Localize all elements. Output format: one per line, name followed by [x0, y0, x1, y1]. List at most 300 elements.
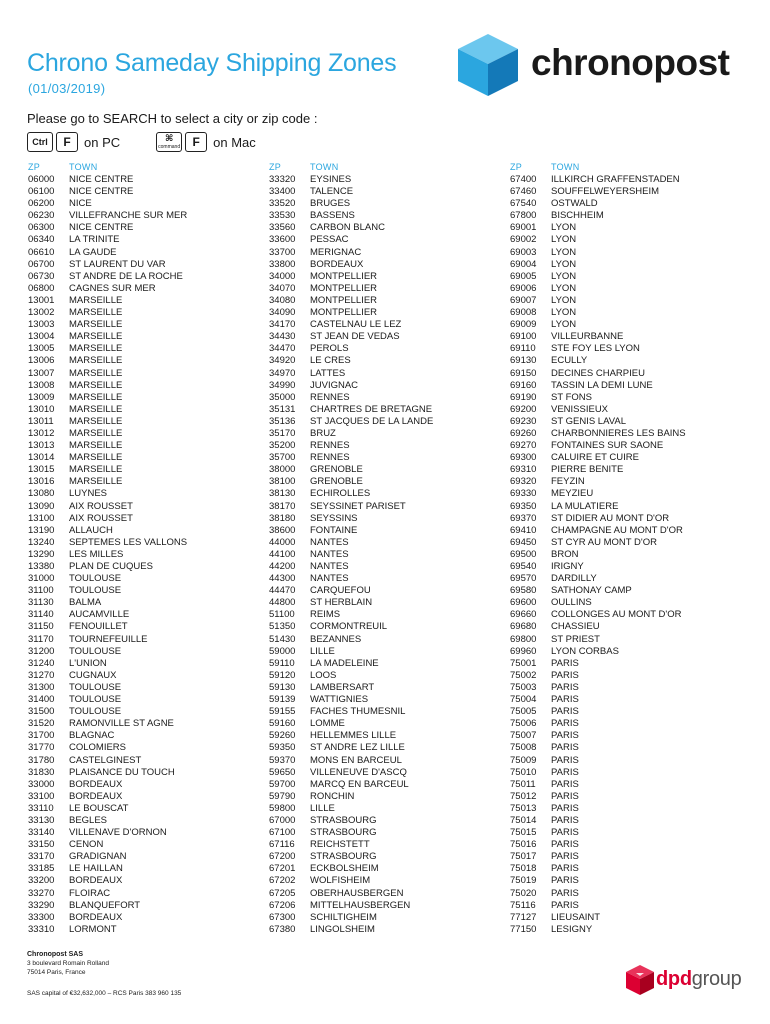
zone-row — [510, 368, 750, 380]
town-name: BALMA — [69, 597, 102, 609]
town-name: ST GENIS LAVAL — [551, 415, 626, 427]
zone-row — [510, 247, 750, 259]
zone-column-3 — [510, 162, 750, 936]
town-name: LYON — [551, 246, 577, 258]
town-name: TOURNEFEUILLE — [69, 633, 148, 645]
town-name: GRADIGNAN — [69, 851, 127, 863]
zp-header: ZP — [510, 162, 523, 172]
zone-row — [510, 355, 750, 367]
zone-row — [28, 827, 268, 839]
zip-code: 69540 — [510, 561, 537, 572]
address-line-1: 3 boulevard Romain Rolland — [27, 960, 110, 967]
town-name: NANTES — [310, 548, 349, 560]
town-name: MONTPELLIER — [310, 307, 378, 319]
zone-row — [269, 319, 509, 331]
zip-code: 51350 — [269, 621, 296, 633]
town-name: NICE CENTRE — [69, 222, 134, 234]
zip-code: 06300 — [28, 222, 55, 234]
zip-code: 59155 — [269, 706, 296, 718]
town-name: LOOS — [310, 669, 337, 681]
zone-row — [28, 609, 268, 621]
zip-code: 38130 — [269, 488, 296, 500]
zip-code: 75015 — [510, 827, 537, 839]
zone-row — [28, 488, 268, 500]
town-name: BORDEAUX — [69, 778, 123, 790]
town-name: CUGNAUX — [69, 669, 117, 681]
zone-row — [269, 609, 509, 621]
footer — [27, 950, 181, 998]
zip-code: 59650 — [269, 766, 296, 778]
zone-row — [510, 767, 750, 779]
town-name: LOMME — [310, 718, 345, 730]
zone-row — [510, 234, 750, 246]
zip-code: 13080 — [28, 488, 55, 500]
town-name: COLLONGES AU MONT D'OR — [551, 609, 682, 621]
town-name: PARIS — [551, 694, 579, 706]
zip-code: 75011 — [510, 778, 536, 790]
zone-row — [510, 706, 750, 718]
town-name: MARSEILLE — [69, 452, 123, 464]
zip-code: 69600 — [510, 597, 537, 609]
pc-label: on PC — [84, 134, 121, 150]
town-name: MARSEILLE — [69, 476, 123, 488]
zone-row — [269, 730, 509, 742]
zone-row — [269, 404, 509, 416]
zip-code: 35136 — [269, 415, 296, 427]
zone-row — [269, 537, 509, 549]
zip-code: 69580 — [510, 585, 537, 597]
town-name: LA GAUDE — [69, 246, 117, 258]
zip-code: 33150 — [28, 839, 55, 851]
zip-code: 67100 — [269, 827, 296, 839]
zone-row — [510, 597, 750, 609]
town-name: PARIS — [551, 802, 579, 814]
chronopost-logo[interactable] — [455, 32, 755, 100]
town-name: WOLFISHEIM — [310, 875, 371, 887]
town-name: VILLENEUVE D'ASCQ — [310, 766, 407, 778]
zip-code: 59000 — [269, 645, 296, 657]
zip-code: 34170 — [269, 319, 296, 331]
zone-row — [28, 247, 268, 259]
legal-capital: SAS capital of €32,632,000 – RCS Paris 383 960 135 — [27, 990, 182, 997]
zone-row — [510, 501, 750, 513]
town-name: REICHSTETT — [310, 839, 370, 851]
town-name: RONCHIN — [310, 790, 355, 802]
town-name: REIMS — [310, 609, 341, 621]
zip-code: 67201 — [269, 863, 296, 875]
town-name: MERIGNAC — [310, 246, 362, 258]
town-name: PARIS — [551, 899, 579, 911]
zip-code: 69570 — [510, 573, 537, 585]
zone-row — [269, 875, 509, 887]
zip-code: 31240 — [28, 657, 55, 669]
town-header: TOWN — [69, 162, 98, 172]
town-name: LA MULATIERE — [551, 500, 619, 512]
zone-row — [510, 198, 750, 210]
town-name: PARIS — [551, 851, 579, 863]
zone-row — [269, 791, 509, 803]
zone-row — [28, 573, 268, 585]
town-name: CARQUEFOU — [310, 585, 371, 597]
town-name: PARIS — [551, 863, 579, 875]
town-name: MARSEILLE — [69, 294, 123, 306]
zip-code: 67205 — [269, 887, 296, 899]
town-name: LYON — [551, 222, 577, 234]
town-name: LILLE — [310, 645, 335, 657]
town-name: PARIS — [551, 887, 579, 899]
zip-code: 13100 — [28, 512, 55, 524]
town-name: L'UNION — [69, 657, 107, 669]
zone-list — [28, 174, 268, 936]
town-name: AIX ROUSSET — [69, 512, 133, 524]
zone-row — [28, 271, 268, 283]
zone-row — [28, 646, 268, 658]
ctrl-key-icon: Ctrl — [27, 132, 53, 152]
zone-row — [510, 755, 750, 767]
zip-code: 69680 — [510, 621, 537, 633]
keyboard-shortcut-hint — [27, 131, 270, 153]
zip-code: 69190 — [510, 391, 537, 403]
zip-code: 06230 — [28, 210, 55, 222]
zone-row — [269, 585, 509, 597]
town-name: CASTELNAU LE LEZ — [310, 319, 402, 331]
town-name: PARIS — [551, 657, 579, 669]
chronopost-wordmark: chronopost — [531, 42, 730, 83]
town-name: NANTES — [310, 573, 349, 585]
town-name: ST LAURENT DU VAR — [69, 258, 166, 270]
zip-code: 33170 — [28, 851, 55, 863]
town-name: GRENOBLE — [310, 476, 363, 488]
town-name: LE HAILLAN — [69, 863, 123, 875]
zone-row — [269, 779, 509, 791]
zone-row — [28, 755, 268, 767]
town-header: TOWN — [551, 162, 580, 172]
zone-row — [510, 888, 750, 900]
zip-code: 06340 — [28, 234, 55, 246]
zip-code: 75012 — [510, 790, 537, 802]
zip-code: 34430 — [269, 331, 296, 343]
zone-row — [510, 791, 750, 803]
zone-row — [269, 573, 509, 585]
town-name: LIEUSAINT — [551, 911, 601, 923]
zip-code: 34990 — [269, 379, 296, 391]
zip-code: 59110 — [269, 657, 295, 669]
zone-row — [28, 283, 268, 295]
town-name: ECHIROLLES — [310, 488, 371, 500]
zone-row — [28, 380, 268, 392]
zip-code: 75014 — [510, 814, 537, 826]
town-name: MARSEILLE — [69, 319, 123, 331]
column-header — [510, 162, 750, 174]
zone-row — [269, 924, 509, 936]
zip-code: 69100 — [510, 331, 537, 343]
zip-code: 75116 — [510, 899, 536, 911]
zone-row — [510, 222, 750, 234]
zip-code: 34970 — [269, 367, 296, 379]
zone-row — [28, 682, 268, 694]
zip-code: 69006 — [510, 282, 537, 294]
zip-code: 06100 — [28, 186, 55, 198]
zone-row — [28, 803, 268, 815]
zip-code: 13010 — [28, 403, 55, 415]
town-name: LAMBERSART — [310, 681, 375, 693]
town-name: CALUIRE ET CUIRE — [551, 452, 639, 464]
zone-row — [269, 247, 509, 259]
zip-code: 31200 — [28, 645, 55, 657]
town-name: PEROLS — [310, 343, 349, 355]
zip-code: 69230 — [510, 415, 537, 427]
zip-code: 51430 — [269, 633, 296, 645]
town-name: MARSEILLE — [69, 343, 123, 355]
zip-code: 69003 — [510, 246, 537, 258]
zip-code: 69320 — [510, 476, 537, 488]
zip-code: 75005 — [510, 706, 537, 718]
town-name: SEPTEMES LES VALLONS — [69, 536, 188, 548]
zone-row — [510, 476, 750, 488]
zip-code: 67800 — [510, 210, 537, 222]
town-name: LYON — [551, 294, 577, 306]
town-name: TOULOUSE — [69, 706, 122, 718]
zip-code: 33140 — [28, 827, 55, 839]
town-name: VILLEFRANCHE SUR MER — [69, 210, 188, 222]
zip-code: 38100 — [269, 476, 296, 488]
zone-row — [269, 198, 509, 210]
town-name: STE FOY LES LYON — [551, 343, 640, 355]
town-name: MARSEILLE — [69, 440, 123, 452]
company-name: Chronopost SAS — [27, 951, 83, 958]
zip-code: 13004 — [28, 331, 55, 343]
town-name: CHARBONNIERES LES BAINS — [551, 427, 686, 439]
town-name: MARSEILLE — [69, 355, 123, 367]
town-name: ST ANDRE DE LA ROCHE — [69, 270, 183, 282]
zone-row — [269, 355, 509, 367]
zip-code: 13007 — [28, 367, 55, 379]
zip-code: 69002 — [510, 234, 537, 246]
zone-row — [28, 851, 268, 863]
town-name: LES MILLES — [69, 548, 124, 560]
mac-label: on Mac — [213, 134, 256, 150]
town-name: PARIS — [551, 875, 579, 887]
town-name: PARIS — [551, 778, 579, 790]
zone-row — [269, 283, 509, 295]
zone-row — [28, 585, 268, 597]
zone-row — [269, 271, 509, 283]
town-name: JUVIGNAC — [310, 379, 359, 391]
town-name: LE BOUSCAT — [69, 802, 129, 814]
zone-row — [269, 331, 509, 343]
town-name: LYON — [551, 270, 577, 282]
town-name: GRENOBLE — [310, 464, 363, 476]
command-key-icon: ⌘ command — [156, 132, 182, 152]
zip-code: 59120 — [269, 669, 296, 681]
zip-code: 69660 — [510, 609, 537, 621]
town-name: SOUFFELWEYERSHEIM — [551, 186, 660, 198]
dpd-cube-icon — [625, 964, 655, 996]
zip-code: 33300 — [28, 911, 55, 923]
zone-row — [510, 428, 750, 440]
zip-code: 67380 — [269, 923, 296, 935]
zip-code: 06000 — [28, 174, 55, 185]
zone-row — [28, 875, 268, 887]
zone-row — [510, 307, 750, 319]
town-name: SEYSSINS — [310, 512, 358, 524]
town-name: PARIS — [551, 718, 579, 730]
zone-row — [269, 174, 509, 186]
zip-code: 69330 — [510, 488, 537, 500]
town-name: PLAISANCE DU TOUCH — [69, 766, 175, 778]
zone-row — [510, 694, 750, 706]
zone-row — [510, 827, 750, 839]
zip-code: 44300 — [269, 573, 296, 585]
f-key-icon: F — [56, 132, 78, 152]
zone-row — [269, 428, 509, 440]
zip-code: 59370 — [269, 754, 296, 766]
zone-row — [28, 888, 268, 900]
zip-code: 13016 — [28, 476, 55, 488]
zone-row — [269, 863, 509, 875]
zone-row — [269, 259, 509, 271]
zip-code: 69260 — [510, 427, 537, 439]
zip-code: 31770 — [28, 742, 55, 754]
zone-row — [269, 416, 509, 428]
zip-code: 67400 — [510, 174, 537, 185]
search-instruction: Please go to SEARCH to select a city or zip code : — [27, 111, 318, 126]
town-name: SEYSSINET PARISET — [310, 500, 406, 512]
zone-row — [28, 476, 268, 488]
town-name: CENON — [69, 839, 104, 851]
zip-code: 69110 — [510, 343, 536, 355]
town-name: PARIS — [551, 754, 579, 766]
zone-row — [269, 488, 509, 500]
zip-code: 77150 — [510, 923, 537, 935]
zip-code: 67116 — [269, 839, 295, 851]
town-name: PLAN DE CUQUES — [69, 561, 153, 572]
zone-row — [28, 694, 268, 706]
town-name: EYSINES — [310, 174, 352, 185]
zone-row — [510, 452, 750, 464]
zone-row — [269, 368, 509, 380]
town-name: OULLINS — [551, 597, 592, 609]
zone-row — [510, 682, 750, 694]
zone-row — [269, 597, 509, 609]
zip-code: 31500 — [28, 706, 55, 718]
zone-row — [510, 634, 750, 646]
zone-row — [28, 730, 268, 742]
zone-row — [510, 513, 750, 525]
town-name: PARIS — [551, 706, 579, 718]
zone-column-2 — [269, 162, 509, 936]
zone-row — [269, 682, 509, 694]
zone-row — [510, 573, 750, 585]
town-name: MARSEILLE — [69, 415, 123, 427]
zip-code: 33270 — [28, 887, 55, 899]
town-name: ST JACQUES DE LA LANDE — [310, 415, 434, 427]
zone-row — [510, 646, 750, 658]
zone-row — [28, 513, 268, 525]
town-name: SCHILTIGHEIM — [310, 911, 377, 923]
town-name: ST JEAN DE VEDAS — [310, 331, 400, 343]
zip-code: 13240 — [28, 536, 55, 548]
town-name: MEYZIEU — [551, 488, 594, 500]
zone-row — [28, 428, 268, 440]
zone-row — [269, 343, 509, 355]
town-name: VILLENAVE D'ORNON — [69, 827, 167, 839]
zip-code: 31130 — [28, 597, 54, 609]
town-name: WATTIGNIES — [310, 694, 369, 706]
town-name: HELLEMMES LILLE — [310, 730, 397, 742]
zip-code: 13015 — [28, 464, 55, 476]
zip-code: 33310 — [28, 923, 55, 935]
town-name: PARIS — [551, 766, 579, 778]
town-name: FACHES THUMESNIL — [310, 706, 406, 718]
zone-row — [269, 222, 509, 234]
zone-row — [269, 803, 509, 815]
zip-code: 75018 — [510, 863, 537, 875]
town-name: NICE CENTRE — [69, 186, 134, 198]
zip-code: 75001 — [510, 657, 537, 669]
zone-row — [510, 488, 750, 500]
zone-row — [28, 259, 268, 271]
dpd-wordmark: dpdgroup — [656, 968, 742, 990]
zip-code: 33530 — [269, 210, 296, 222]
town-name: MITTELHAUSBERGEN — [310, 899, 411, 911]
zone-row — [510, 404, 750, 416]
zone-row — [510, 803, 750, 815]
town-name: LATTES — [310, 367, 346, 379]
town-name: TASSIN LA DEMI LUNE — [551, 379, 653, 391]
zone-row — [510, 863, 750, 875]
zone-row — [269, 525, 509, 537]
zip-code: 75013 — [510, 802, 537, 814]
zone-row — [510, 271, 750, 283]
zip-code: 33800 — [269, 258, 296, 270]
town-name: RENNES — [310, 391, 350, 403]
town-name: PIERRE BENITE — [551, 464, 624, 476]
town-name: FONTAINES SUR SAONE — [551, 440, 664, 452]
town-name: ST PRIEST — [551, 633, 600, 645]
zip-code: 33700 — [269, 246, 296, 258]
zone-row — [28, 355, 268, 367]
town-name: FONTAINE — [310, 524, 358, 536]
zip-code: 67300 — [269, 911, 296, 923]
town-name: PARIS — [551, 730, 579, 742]
zip-code: 34070 — [269, 282, 296, 294]
town-name: MARSEILLE — [69, 391, 123, 403]
zip-code: 31170 — [28, 633, 54, 645]
zone-row — [510, 924, 750, 936]
zone-row — [510, 343, 750, 355]
zone-row — [28, 706, 268, 718]
zip-code: 33185 — [28, 863, 55, 875]
zone-row — [28, 440, 268, 452]
town-name: ST CYR AU MONT D'OR — [551, 536, 657, 548]
zone-row — [28, 742, 268, 754]
zone-row — [28, 561, 268, 573]
zip-code: 33200 — [28, 875, 55, 887]
town-name: OBERHAUSBERGEN — [310, 887, 404, 899]
zone-row — [28, 791, 268, 803]
zip-code: 31520 — [28, 718, 55, 730]
zip-code: 75016 — [510, 839, 537, 851]
town-name: AUCAMVILLE — [69, 609, 130, 621]
dpd-group-logo[interactable] — [625, 962, 755, 998]
zone-row — [269, 634, 509, 646]
zone-row — [28, 186, 268, 198]
town-name: MARSEILLE — [69, 427, 123, 439]
zone-row — [510, 912, 750, 924]
zone-row — [269, 912, 509, 924]
zone-row — [269, 210, 509, 222]
